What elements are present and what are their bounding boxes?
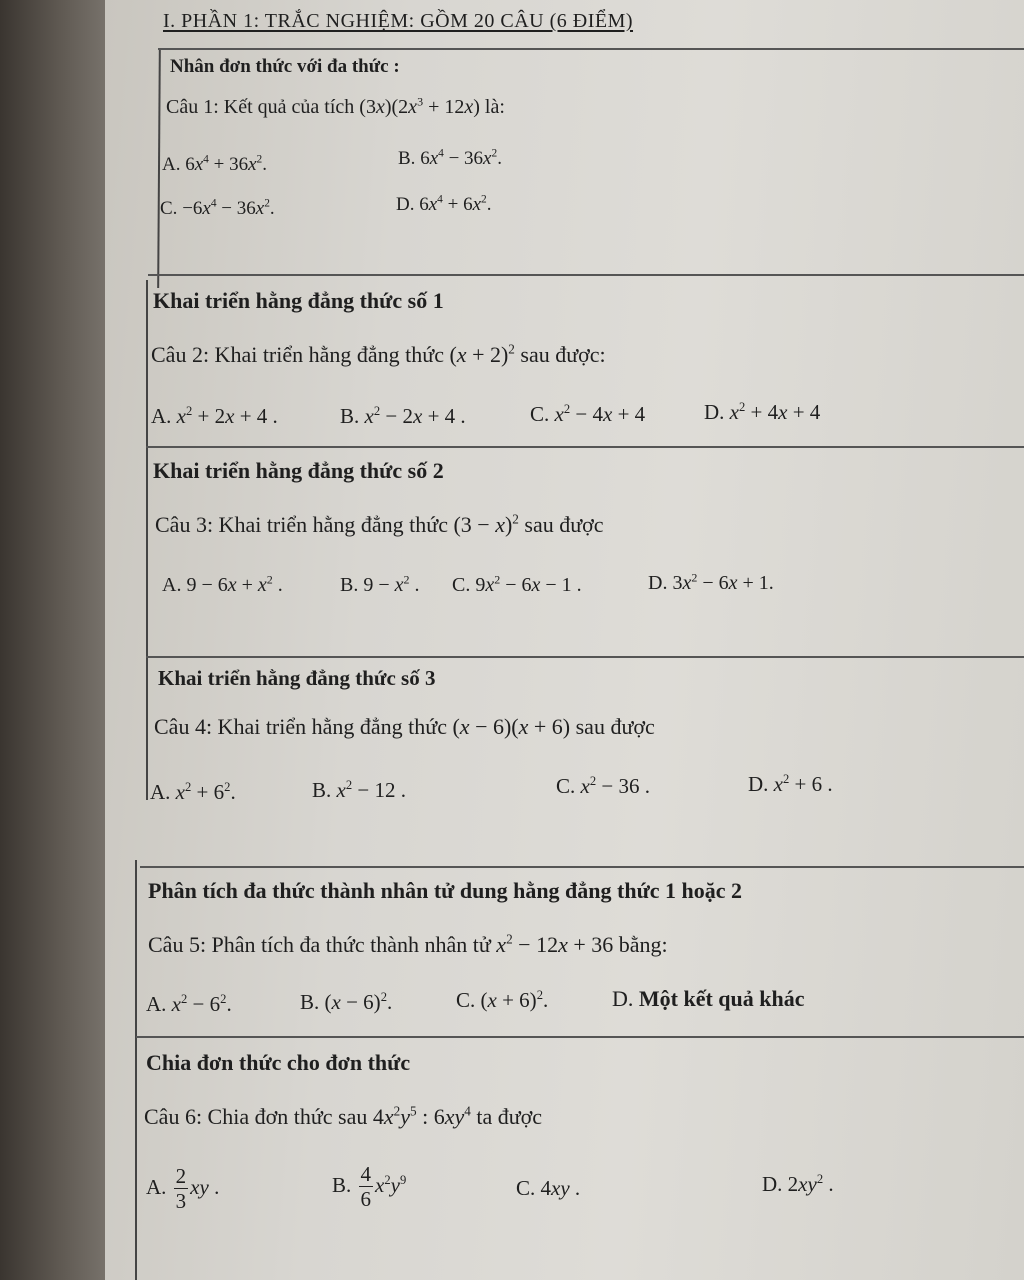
- option-a[interactable]: [162, 154, 267, 176]
- question-4: [154, 714, 655, 740]
- math-expression: $x^2 + 4x + 4$: [729, 400, 821, 424]
- option-label: C.: [452, 574, 471, 596]
- option-c[interactable]: [452, 574, 582, 597]
- option-a[interactable]: [146, 1166, 219, 1212]
- option-label: D.: [396, 194, 415, 215]
- math-expression: Một kết quả khác: [638, 986, 805, 1011]
- math-expression: $(3 - x)^2$: [453, 511, 519, 537]
- question-text: Câu 3: Khai triển hằng đẳng thức: [155, 512, 448, 537]
- table-row-divider: [158, 48, 1024, 50]
- option-label: A.: [151, 404, 172, 428]
- math-expression: $(x + 2)^2$: [449, 341, 515, 367]
- option-c[interactable]: [556, 774, 650, 799]
- option-d[interactable]: [648, 572, 774, 595]
- table-row-divider: [146, 446, 1024, 448]
- option-label: A.: [150, 780, 171, 804]
- option-a[interactable]: [150, 780, 236, 805]
- math-expression: $3x^2 - 6x + 1$.: [672, 570, 774, 594]
- math-expression: $9 - 6x + x^2$ .: [186, 572, 283, 596]
- math-expression: $x^2 - 36$ .: [580, 774, 650, 798]
- math-expression: $(x - 6)^2$.: [324, 990, 393, 1014]
- math-expression: $x^2 - 4x + 4$: [554, 402, 646, 426]
- option-label: A.: [162, 154, 181, 175]
- math-expression: $x^2 + 6$ .: [773, 772, 833, 796]
- option-label: D.: [748, 772, 769, 796]
- math-expression: $x^2 + 6^2$.: [175, 780, 236, 804]
- question-1: [166, 96, 505, 119]
- option-a[interactable]: [146, 992, 232, 1017]
- math-expression: $2xy^2$ .: [787, 1172, 834, 1196]
- option-d[interactable]: [748, 772, 833, 797]
- math-expression: $(x + 6)^2$.: [480, 988, 549, 1012]
- question-text: Câu 5: Phân tích đa thức thành nhân tử: [148, 932, 491, 957]
- table-row-divider: [148, 274, 1024, 276]
- table-left-border: [135, 860, 137, 1280]
- table-row-divider: [146, 656, 1024, 658]
- option-label: C.: [556, 774, 576, 798]
- table-row-divider: [136, 1036, 1024, 1038]
- question-3: [155, 512, 604, 538]
- option-label: D.: [762, 1172, 783, 1196]
- option-b[interactable]: [340, 404, 466, 429]
- section-title: Phân tích đa thức thành nhân tử dung hằng đẳng thức 1 hoặc 2: [148, 878, 743, 903]
- math-expression: $9 - x^2$ .: [363, 572, 420, 596]
- question-text: sau được: [575, 714, 655, 739]
- option-b[interactable]: [312, 778, 406, 803]
- option-label: D.: [612, 986, 634, 1011]
- option-c[interactable]: [456, 988, 548, 1013]
- option-d[interactable]: [704, 400, 820, 425]
- option-label: B.: [332, 1172, 352, 1197]
- math-expression: (x − 6)(x + 6): [452, 714, 571, 739]
- math-expression: $x^2 + 2x + 4$ .: [176, 404, 278, 428]
- option-label: C.: [516, 1176, 536, 1200]
- option-b[interactable]: [340, 574, 420, 597]
- question-text: Câu 2: Khai triển hằng đẳng thức: [151, 342, 444, 367]
- page-title: I. PHẦN 1: TRẮC NGHIỆM: GỒM 20 CÂU (6 ĐIỂM): [163, 10, 634, 32]
- option-c[interactable]: [516, 1176, 580, 1201]
- option-label: B.: [312, 778, 332, 802]
- math-expression: $6x^4 - 36x^2$.: [420, 147, 502, 169]
- question-text: là:: [484, 96, 505, 118]
- question-text: bằng:: [618, 932, 668, 957]
- option-c[interactable]: [160, 198, 275, 220]
- exam-paper: [105, 0, 1024, 1280]
- math-expression: 4xy .: [540, 1176, 581, 1200]
- option-a[interactable]: [151, 404, 278, 429]
- option-b[interactable]: [300, 990, 392, 1015]
- math-expression: $\frac{2}{3}$ xy .: [175, 1164, 220, 1213]
- option-a[interactable]: [162, 574, 283, 597]
- option-c[interactable]: [530, 402, 645, 427]
- section-title: Khai triển hằng đẳng thức số 1: [153, 288, 444, 313]
- section-title: Khai triển hằng đẳng thức số 2: [153, 458, 444, 483]
- math-expression: $(3x)(2x^3 + 12x)$: [359, 94, 480, 118]
- question-text: Câu 6: Chia đơn thức sau: [144, 1104, 368, 1129]
- math-expression: $6x^4 + 6x^2$.: [419, 193, 492, 215]
- question-6: [144, 1104, 542, 1130]
- option-label: D.: [704, 400, 725, 424]
- question-5: [148, 932, 668, 958]
- math-expression: $\frac{4}{6}$ $x^2y^9$: [360, 1162, 407, 1211]
- option-label: C.: [456, 988, 476, 1012]
- math-expression: $x^2 - 12$ .: [336, 778, 406, 802]
- math-expression: $x^2 - 12x + 36$: [496, 931, 614, 957]
- table-row-divider: [140, 866, 1024, 868]
- math-expression: $x^2 - 2x + 4$ .: [364, 404, 466, 428]
- question-text: sau được: [524, 512, 604, 537]
- question-text: Câu 4: Khai triển hằng đẳng thức: [154, 714, 447, 739]
- option-b[interactable]: [398, 148, 502, 170]
- section-title: Chia đơn thức cho đơn thức: [146, 1050, 411, 1075]
- option-label: B.: [340, 404, 360, 428]
- option-label: C.: [160, 198, 178, 219]
- question-2: [151, 342, 606, 368]
- question-text: ta được: [476, 1104, 543, 1129]
- math-expression: $9x^2 - 6x - 1$ .: [475, 572, 582, 596]
- option-label: D.: [648, 572, 668, 594]
- option-label: A.: [162, 574, 182, 596]
- option-label: A.: [146, 1174, 167, 1199]
- math-expression: $4x^2y^5$ : $6xy^4$: [372, 1103, 471, 1129]
- math-expression: $6x^4 + 36x^2$.: [185, 153, 267, 175]
- question-text: sau được:: [520, 342, 606, 367]
- option-label: B.: [340, 574, 359, 596]
- option-label: C.: [530, 402, 550, 426]
- question-text: Câu 1: Kết quả của tích: [166, 96, 355, 118]
- math-expression: $-6x^4 - 36x^2$.: [182, 197, 275, 219]
- option-b[interactable]: [332, 1164, 406, 1210]
- math-expression: $x^2 - 6^2$.: [171, 992, 232, 1016]
- option-d[interactable]: [762, 1172, 834, 1197]
- section-title: Nhân đơn thức với đa thức :: [170, 56, 400, 77]
- option-d[interactable]: [612, 986, 805, 1012]
- section-title: Khai triển hằng đẳng thức số 3: [158, 666, 436, 690]
- option-d[interactable]: [396, 194, 491, 216]
- option-label: B.: [300, 990, 320, 1014]
- table-left-border: [146, 280, 148, 800]
- option-label: B.: [398, 148, 416, 169]
- option-label: A.: [146, 992, 167, 1016]
